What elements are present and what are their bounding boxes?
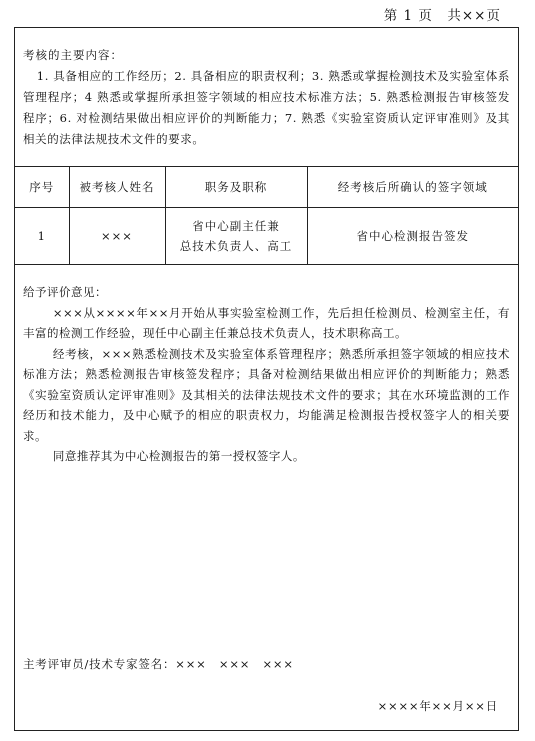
evaluation-paragraph-3: 同意推荐其为中心检测报告的第一授权签字人。 [52, 449, 305, 463]
assessment-content-body: 1. 具备相应的工作经历；2. 具备相应的职责权利；3. 熟悉或掌握检测技术及实验室体系管理程序；4 熟悉或掌握所承担签字领域的相应技术标准方法；5. 熟悉检测报告审核签发程序；6. 对检测结果做出相应评价的判断能力；7. 熟悉《实验室资质认定评审准则》及其相关的法律法规技术文件的要求。 [23, 69, 510, 146]
position-line-1: 省中心副主任兼 [192, 219, 280, 233]
assessee-table [15, 167, 518, 265]
position-line-2: 总技术负责人、高工 [179, 239, 293, 253]
column-header-position: 职务及职称 [165, 167, 307, 208]
column-header-name: 被考核人姓名 [69, 167, 165, 208]
evaluation-section [15, 264, 518, 467]
cell-signing-field: 省中心检测报告签发 [307, 208, 518, 265]
evaluation-paragraph-1: ×××从××××年××月开始从事实验室检测工作，先后担任检测员、检测室主任，有丰富的检测工作经验，现任中心副主任兼总技术负责人，技术职称高工。 [23, 305, 510, 340]
table-row [15, 208, 518, 265]
page-number: 第 1 页 共××页 [383, 8, 501, 24]
form-frame [14, 27, 519, 731]
column-header-signing-field: 经考核后所确认的签字领域 [307, 167, 518, 208]
evaluation-heading: 给予评价意见： [23, 285, 107, 299]
signing-date: ××××年××月××日 [377, 699, 498, 713]
table-header-row [15, 167, 518, 208]
assessment-content-heading: 考核的主要内容： [23, 48, 123, 62]
evaluation-paragraph-2: 经考核，×××熟悉检测技术及实验室体系管理程序；熟悉所承担签字领域的相应技术标准方法；熟悉检测报告审核签发程序；具备对检测结果做出相应评价的判断能力；熟悉《实验室资质认定评审准则》及其相关的法律法规技术文件的要求；其在水环境监测的工作经历和技术能力，及中心赋予的相应的职责权力，均能满足检测报告授权签字人的相关要求。 [23, 346, 510, 443]
cell-name: ××× [69, 208, 165, 265]
cell-serial: 1 [15, 208, 69, 265]
column-header-serial: 序号 [15, 167, 69, 208]
assessment-content-section [15, 28, 518, 167]
cell-position [165, 208, 307, 265]
examiner-signatures: 主考评审员/技术专家签名：××× ××× ××× [23, 657, 294, 671]
